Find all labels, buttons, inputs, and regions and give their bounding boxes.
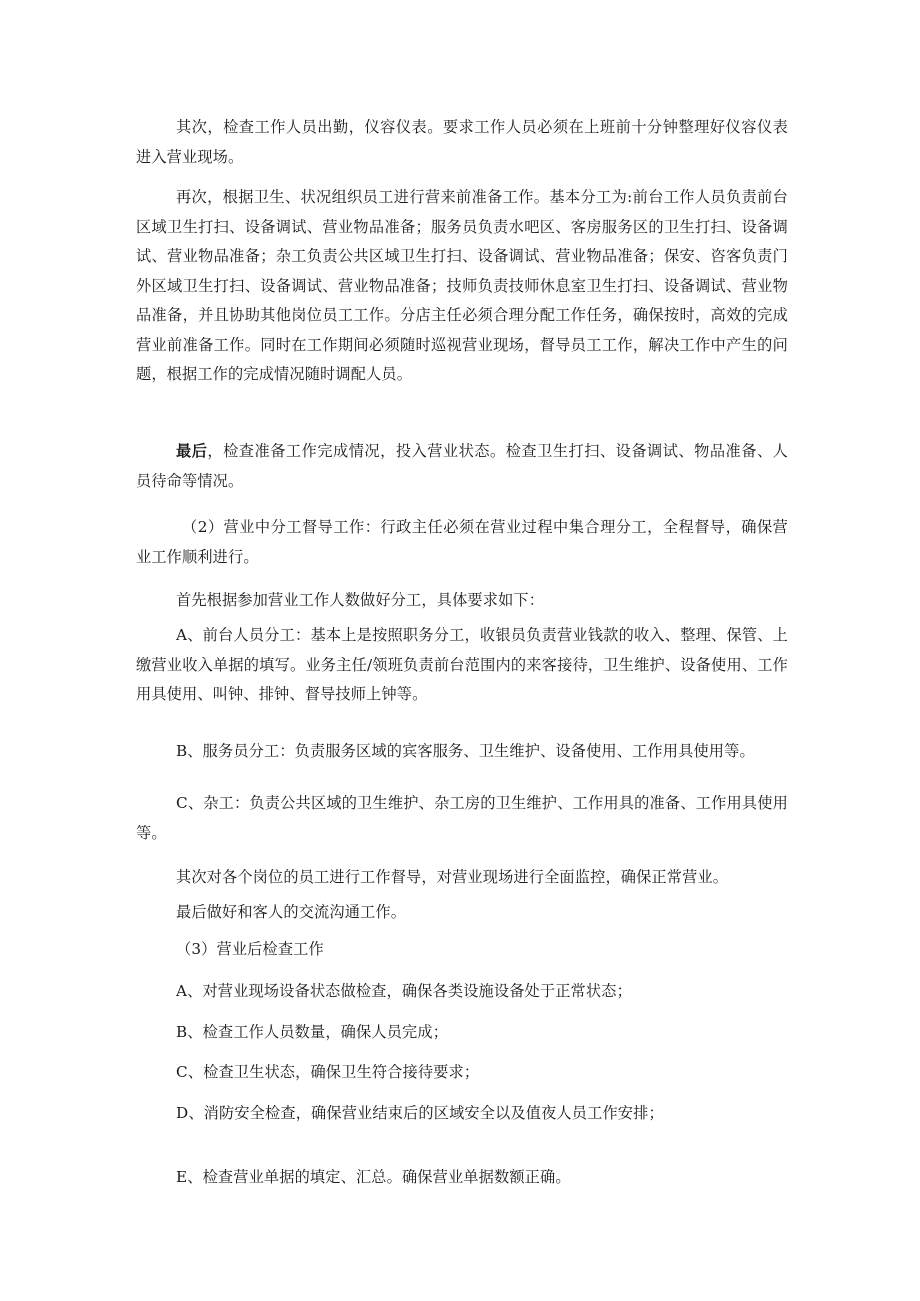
list-item-equipment-check: A、对营业现场设备状态做检查，确保各类设施设备处于正常状态； <box>176 982 632 1000</box>
section-heading-post-service: （3）营业后检查工作 <box>176 940 324 958</box>
paragraph-in-service-supervision: （2）营业中分工督导工作：行政主任必须在营业过程中集合理分工，全程督导，确保营业工作顺利进行。 <box>136 518 788 566</box>
paragraph-guest-communication: 最后做好和客人的交流沟通工作。 <box>176 903 407 921</box>
list-item-fire-safety-check: D、消防安全检查，确保营业结束后的区域安全以及值夜人员工作安排； <box>176 1104 664 1122</box>
paragraph-supervision: 其次对各个岗位的员工进行工作督导，对营业现场进行全面监控，确保正常营业。 <box>176 868 729 886</box>
final-check-lead: 最后 <box>176 442 208 460</box>
paragraph-waiter-division: B、服务员分工：负责服务区域的宾客服务、卫生维护、设备使用、工作用具使用等。 <box>176 742 755 760</box>
final-check-text: ，检查准备工作完成情况，投入营业状态。检查卫生打扫、设备调试、物品准备、人员待命等情况。 <box>136 442 788 490</box>
paragraph-attendance-check: 其次，检查工作人员出勤，仪容仪表。要求工作人员必须在上班前十分钟整理好仪容仪表进入营业现场。 <box>136 118 788 166</box>
paragraph-final-check <box>136 437 788 496</box>
list-item-receipts-check: E、检查营业单据的填定、汇总。确保营业单据数额正确。 <box>176 1168 571 1186</box>
list-item-hygiene-check: C、检查卫生状态，确保卫生符合接待要求； <box>176 1063 480 1081</box>
paragraph-pre-opening-preparation: 再次，根据卫生、状况组织员工进行营来前准备工作。基本分工为:前台工作人员负责前台区域卫生打扫、设备调试、营业物品准备；服务员负责水吧区、客房服务区的卫生打扫、设备调试、营业物品准备；杂工负责公共区域卫生打扫、设备调试、营业物品准备；保安、咨客负责门外区域卫生打扫、设备调试、营业物品准备；技师负责技师休息室卫生打扫、设备调试、营业物品准备，并且协助其他岗位员工工作。分店主任必须合理分配工作任务，确保按时，高效的完成营业前准备工作。同时在工作期间必须随时巡视营业现场，督导员工工作，解决工作中产生的问题，根据工作的完成情况随时调配人员。 <box>136 188 788 383</box>
list-item-staff-check: B、检查工作人员数量，确保人员完成； <box>176 1023 449 1041</box>
paragraph-division-intro: 首先根据参加营业工作人数做好分工，具体要求如下： <box>176 591 545 609</box>
paragraph-front-desk-division: A、前台人员分工：基本上是按照职务分工，收银员负责营业钱款的收入、整理、保管、上缴营业收入单据的填写。业务主任/领班负责前台范围内的来客接待，卫生维护、设备使用、工作用具使用、叫钟、排钟、督导技师上钟等。 <box>136 626 788 703</box>
paragraph-handyman-division: C、杂工：负责公共区域的卫生维护、杂工房的卫生维护、工作用具的准备、工作用具使用等。 <box>136 794 788 842</box>
